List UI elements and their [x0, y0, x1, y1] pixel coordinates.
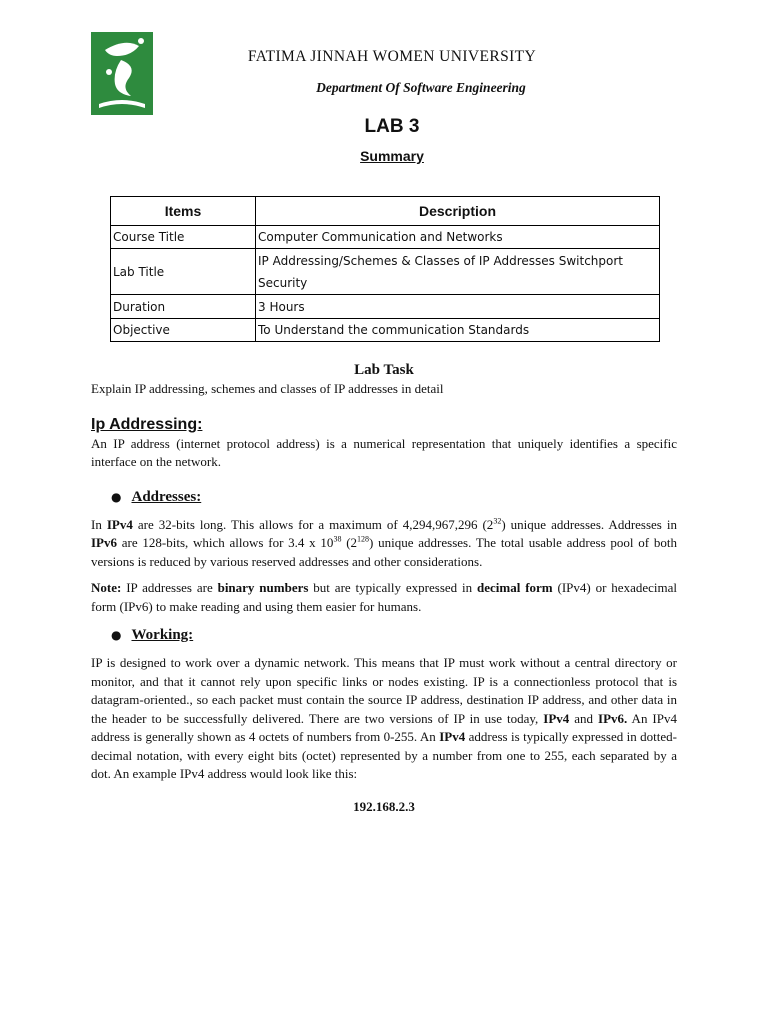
table-row: [111, 249, 660, 295]
addresses-paragraph: In IPv4 are 32-bits long. This allows for a maximum of 4,294,967,296 $(2^{32})$ unique addresses. Addresses in IPv6 are 128-bits, which allows for 3.4 x $10^{38}$ $(2^{128})$ unique addresses. The total usable address pool of both versions is reduced by various reserved addresses and other considerations.: [91, 516, 678, 569]
table-cell-item: Objective: [111, 319, 256, 342]
ip-example: 192.168.2.3: [353, 798, 415, 814]
ip-addressing-text: An IP address (internet protocol address) is a numerical representation that uniquely identifies a specific interface on the network.: [91, 435, 677, 469]
table-row: [111, 295, 660, 319]
table-header-description: Description: [256, 197, 660, 226]
bullet-icon: ●: [111, 628, 122, 642]
lab-title: LAB 3: [364, 116, 420, 137]
table-header-row: [111, 197, 660, 226]
summary-heading: Summary: [360, 148, 424, 164]
table-cell-description: To Understand the communication Standards: [256, 319, 660, 342]
addresses-heading: ● Addresses:: [111, 488, 202, 505]
university-logo: [91, 32, 153, 115]
table-cell-item: Lab Title: [111, 249, 256, 295]
table-cell-description: 3 Hours: [256, 295, 660, 319]
table-cell-item: Course Title: [111, 226, 256, 249]
table-cell-description: Computer Communication and Networks: [256, 226, 660, 249]
table-row: [111, 319, 660, 342]
university-name: FATIMA JINNAH WOMEN UNIVERSITY: [247, 48, 537, 65]
table-cell-item: Duration: [111, 295, 256, 319]
ip-addressing-heading: Ip Addressing:: [91, 415, 203, 433]
table-cell-description: IP Addressing/Schemes & Classes of IP Addresses Switchport Security: [256, 249, 660, 295]
table-header-items: Items: [111, 197, 256, 226]
note-paragraph: Note: IP addresses are binary numbers but are typically expressed in decimal form (IPv4) or hexadecimal form (IPv6) to make reading and using them easier for humans.: [91, 580, 677, 614]
bullet-icon: ●: [111, 489, 122, 504]
department-name: Department Of Software Engineering: [316, 80, 526, 95]
summary-table: [110, 196, 660, 342]
working-paragraph: IP is designed to work over a dynamic network. This means that IP must work without a central directory or monitor, and that it cannot rely upon specific links or nodes existing. IP is a connectionless protocol that is datagram-oriented., so each packet must contain the source IP address, destination IP address, and other data in the header to be successfully delivered. There are two versions of IP in use today, IPv4 and IPv6. An IPv4 address is generally shown as 4 octets of numbers from 0-255. An IPv4 address is typically expressed in dotted-decimal notation, with every eight bits (octet) represented by a number from one to 255, each separated by a dot. An example IPv4 address would look like this:: [91, 655, 677, 781]
working-heading: ● Working:: [111, 627, 194, 643]
table-row: [111, 226, 660, 249]
lab-task-text: Explain IP addressing, schemes and classes of IP addresses in detail: [91, 381, 444, 396]
lab-task-heading: Lab Task: [354, 362, 414, 378]
document-body: [91, 360, 677, 816]
logo-emblem-icon: [91, 32, 153, 115]
